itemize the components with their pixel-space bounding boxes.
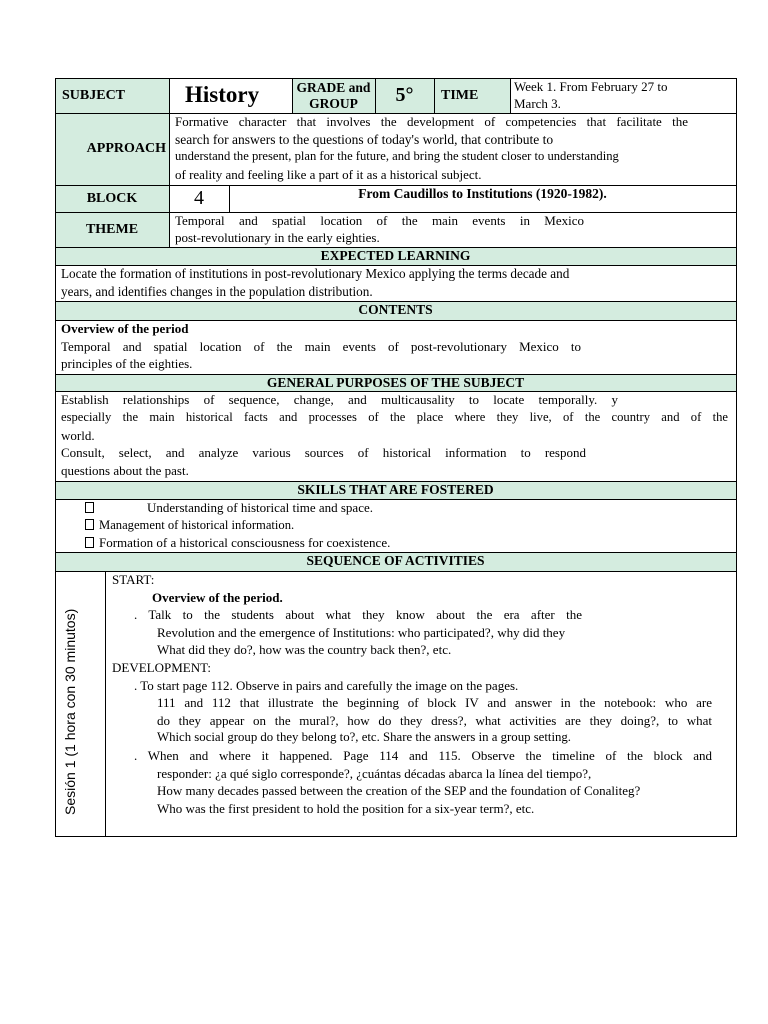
expected-learning-heading-text: EXPECTED LEARNING (320, 248, 471, 263)
subject-label-text: SUBJECT (62, 87, 126, 103)
approach-line: understand the present, plan for the future, and bring the student closer to understanding (175, 149, 619, 163)
block-label (55, 185, 169, 212)
development-line: responder: ¿a qué siglo corresponde?, ¿cuántas décadas abarca la línea del tiempo?, (157, 765, 592, 781)
skill-item (85, 499, 736, 517)
theme-label (55, 212, 169, 247)
development-line: Who was the first president to hold the position for a six-year term?, etc. (157, 800, 535, 816)
contents-subheading: Overview of the period (61, 321, 189, 336)
expected-learning-line: Locate the formation of institutions in post-revolutionary Mexico applying the terms decade and (61, 266, 570, 281)
approach-line: Formative character that involves the development of competencies that facilitate the (175, 114, 688, 129)
row-divider (55, 552, 737, 553)
col-divider (510, 78, 511, 113)
session-label-text: Sesión 1 (1 hora con 30 minutos) (62, 608, 78, 815)
col-divider (375, 78, 376, 113)
general-purposes-heading (55, 374, 736, 392)
expected-learning-heading (55, 247, 736, 265)
purposes-line: questions about the past. (61, 463, 189, 479)
skill-item (85, 534, 736, 552)
subject-value (169, 78, 292, 113)
purposes-line: Consult, select, and analyze various sources of historical information to respond (61, 445, 586, 461)
subject-label (55, 78, 169, 113)
start-line: Revolution and the emergence of Institutions: who participated?, why did they (157, 624, 566, 640)
skill-item (85, 517, 736, 535)
block-label-text: BLOCK (86, 190, 138, 206)
development-line: . To start page 112. Observe in pairs and carefully the image on the pages. (134, 677, 519, 693)
table-border-top (55, 78, 737, 79)
development-line: 111 and 112 that illustrate the beginning of block IV and answer in the notebook: who are (157, 695, 712, 711)
row-divider (55, 374, 737, 375)
skills-heading-text: SKILLS THAT ARE FOSTERED (297, 482, 494, 497)
grade-label-line1: GRADE and (296, 79, 371, 95)
checkbox-icon (85, 502, 94, 513)
contents-text (55, 320, 736, 374)
session-label (62, 609, 78, 815)
table-border-right (736, 78, 737, 837)
block-number-text: 4 (194, 187, 204, 209)
skill-item-text: Understanding of historical time and space. (147, 500, 373, 515)
purposes-line: world. (61, 427, 95, 443)
start-label: START: (112, 572, 155, 587)
purposes-line: Establish relationships of sequence, change, and multicausality to locate temporally. y (61, 392, 618, 407)
row-divider (55, 571, 737, 572)
block-number (169, 185, 229, 212)
contents-heading (55, 301, 736, 320)
checkbox-icon (85, 519, 94, 530)
expected-learning-text (55, 265, 736, 301)
start-line: . Talk to the students about what they know about the era after the (134, 607, 582, 623)
grade-label-line2: GROUP (309, 95, 358, 111)
col-divider (229, 185, 230, 212)
col-divider (169, 78, 170, 248)
time-value-line1: Week 1. From February 27 to (514, 79, 668, 94)
row-divider (55, 301, 737, 302)
sequence-body (105, 571, 736, 836)
time-label-text: TIME (441, 87, 479, 103)
row-divider (55, 113, 737, 114)
grade-value-text: 5° (395, 84, 414, 106)
skills-heading (55, 481, 736, 499)
theme-line: post-revolutionary in the early eighties. (175, 230, 380, 245)
block-title (229, 185, 736, 212)
table-border-bottom (55, 836, 737, 837)
session-label-cell (55, 571, 105, 836)
block-title-text: From Caudillos to Institutions (1920-1982). (358, 186, 607, 201)
time-value (510, 78, 736, 113)
contents-line: Temporal and spatial location of the main events of post-revolutionary Mexico to (61, 338, 581, 354)
development-line: do they appear on the mural?, how do they dress?, what activities are they doing?, to what (157, 712, 712, 728)
row-divider (55, 320, 737, 321)
contents-heading-text: CONTENTS (358, 302, 433, 317)
approach-line: of reality and feeling like a part of it as a historical subject. (175, 166, 482, 182)
time-value-line2: March 3. (514, 95, 561, 111)
theme-label-text: THEME (85, 221, 139, 237)
skill-item-text: Formation of a historical consciousness for coexistence. (99, 535, 391, 550)
start-line: What did they do?, how was the country back then?, etc. (157, 642, 452, 658)
theme-line: Temporal and spatial location of the main events in Mexico (175, 213, 584, 228)
row-divider (55, 212, 737, 213)
approach-line: search for answers to the questions of today's world, that contribute to (175, 131, 554, 147)
row-divider (55, 247, 737, 248)
grade-group-label (292, 78, 375, 113)
overview-heading: Overview of the period. (152, 589, 283, 605)
time-label (434, 78, 510, 113)
approach-label-text: APPROACH (86, 141, 166, 156)
col-divider (292, 78, 293, 113)
development-line: Which social group do they belong to?, etc. Share the answers in a group setting. (157, 730, 572, 745)
approach-text (169, 113, 736, 185)
subject-value-text: History (185, 82, 260, 107)
grade-value (375, 78, 434, 113)
development-line: . When and where it happened. Page 114 and 115. Observe the timeline of the block and (134, 747, 712, 763)
development-line: How many decades passed between the creation of the SEP and the foundation of Conaliteg? (157, 783, 641, 799)
row-divider (55, 481, 737, 482)
approach-label (55, 113, 169, 185)
checkbox-icon (85, 537, 94, 548)
table-border-left (55, 78, 56, 837)
general-purposes-heading-text: GENERAL PURPOSES OF THE SUBJECT (266, 375, 525, 390)
development-label: DEVELOPMENT: (112, 659, 212, 675)
sequence-heading-text: SEQUENCE OF ACTIVITIES (306, 553, 485, 568)
contents-line: principles of the eighties. (61, 356, 193, 371)
skill-item-text: Management of historical information. (99, 517, 295, 532)
row-divider (55, 185, 737, 186)
general-purposes-text (55, 391, 736, 481)
row-divider (55, 499, 737, 500)
row-divider (55, 391, 737, 392)
theme-text (169, 212, 736, 247)
skills-list (55, 499, 736, 552)
row-divider (55, 265, 737, 266)
purposes-line: especially the main historical facts and processes of the place where they live, of the country and of the (61, 409, 728, 424)
sequence-heading (55, 552, 736, 571)
expected-learning-line: years, and identifies changes in the population distribution. (61, 283, 373, 299)
col-divider (434, 78, 435, 113)
col-divider (105, 571, 106, 837)
